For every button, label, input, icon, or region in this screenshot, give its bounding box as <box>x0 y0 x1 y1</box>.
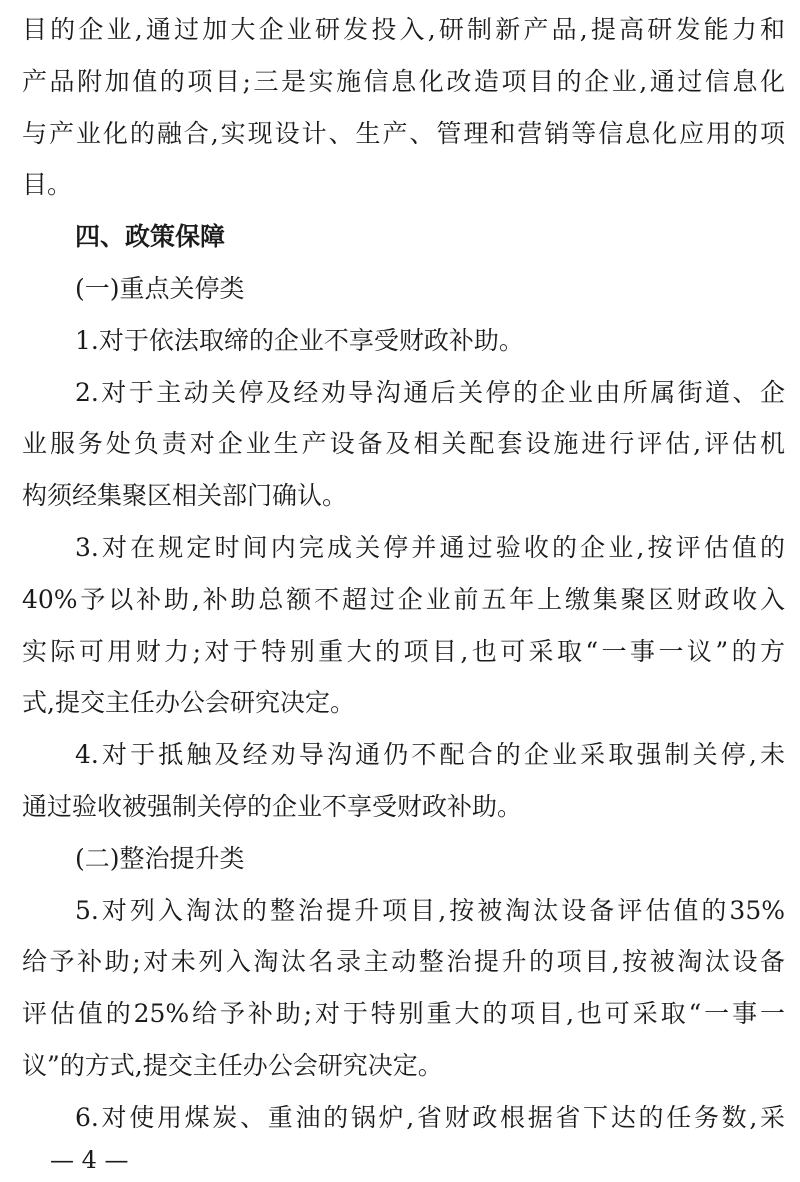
body-text-line: 通过验收被强制关停的企业不享受财政补助。 <box>22 791 523 821</box>
paragraph <box>22 885 785 1092</box>
paragraph <box>22 522 785 729</box>
body-text-line: 与产业化的融合,实现设计、生产、管理和营销等信息化应用的项 <box>22 118 785 148</box>
body-text-line: 5.对列入淘汰的整治提升项目,按被淘汰设备评估值的35% <box>75 895 785 925</box>
body-text-line: 产品附加值的项目;三是实施信息化改造项目的企业,通过信息化 <box>22 66 785 96</box>
body-text-line: 实际可用财力;对于特别重大的项目,也可采取“一事一议”的方 <box>22 636 785 666</box>
page-number: — 4 — <box>50 1146 129 1174</box>
subsection-heading: (一)重点关停类 <box>75 273 245 303</box>
body-text-line: 业服务处负责对企业生产设备及相关配套设施进行评估,评估机 <box>22 429 785 459</box>
body-text-line: 给予补助;对未列入淘汰名录主动整治提升的项目,按被淘汰设备 <box>22 947 785 977</box>
body-text-line: 式,提交主任办公会研究决定。 <box>22 688 355 718</box>
body-text-line: 6.对使用煤炭、重油的锅炉,省财政根据省下达的任务数,采 <box>75 1102 785 1132</box>
paragraph <box>22 1092 785 1144</box>
body-text-line: 目的企业,通过加大企业研发投入,研制新产品,提高研发能力和 <box>22 15 785 44</box>
subsection-heading: (二)整治提升类 <box>75 843 245 873</box>
body-text-line: 评估值的25%给予补助;对于特别重大的项目,也可采取“一事一 <box>22 999 785 1029</box>
body-text-line: 4.对于抵触及经劝导沟通仍不配合的企业采取强制关停,未 <box>75 740 785 770</box>
body-text-line: 议”的方式,提交主任办公会研究决定。 <box>22 1050 443 1080</box>
paragraph <box>22 729 785 833</box>
paragraph <box>22 367 785 522</box>
body-text-line: 3.对在规定时间内完成关停并通过验收的企业,按评估值的 <box>75 532 785 562</box>
paragraph <box>22 4 785 211</box>
body-text-line: 目。 <box>22 170 73 200</box>
body-text-line: 40%予以补助,补助总额不超过企业前五年上缴集聚区财政收入 <box>22 584 785 614</box>
body-text-line: 2.对于主动关停及经劝导沟通后关停的企业由所属街道、企 <box>75 377 785 407</box>
section-heading: 四、政策保障 <box>75 222 226 252</box>
body-text-line: 构须经集聚区相关部门确认。 <box>22 481 348 511</box>
body-text-line: 1.对于依法取缔的企业不享受财政补助。 <box>75 325 524 355</box>
paragraph <box>22 315 785 367</box>
page-body <box>22 4 785 1144</box>
